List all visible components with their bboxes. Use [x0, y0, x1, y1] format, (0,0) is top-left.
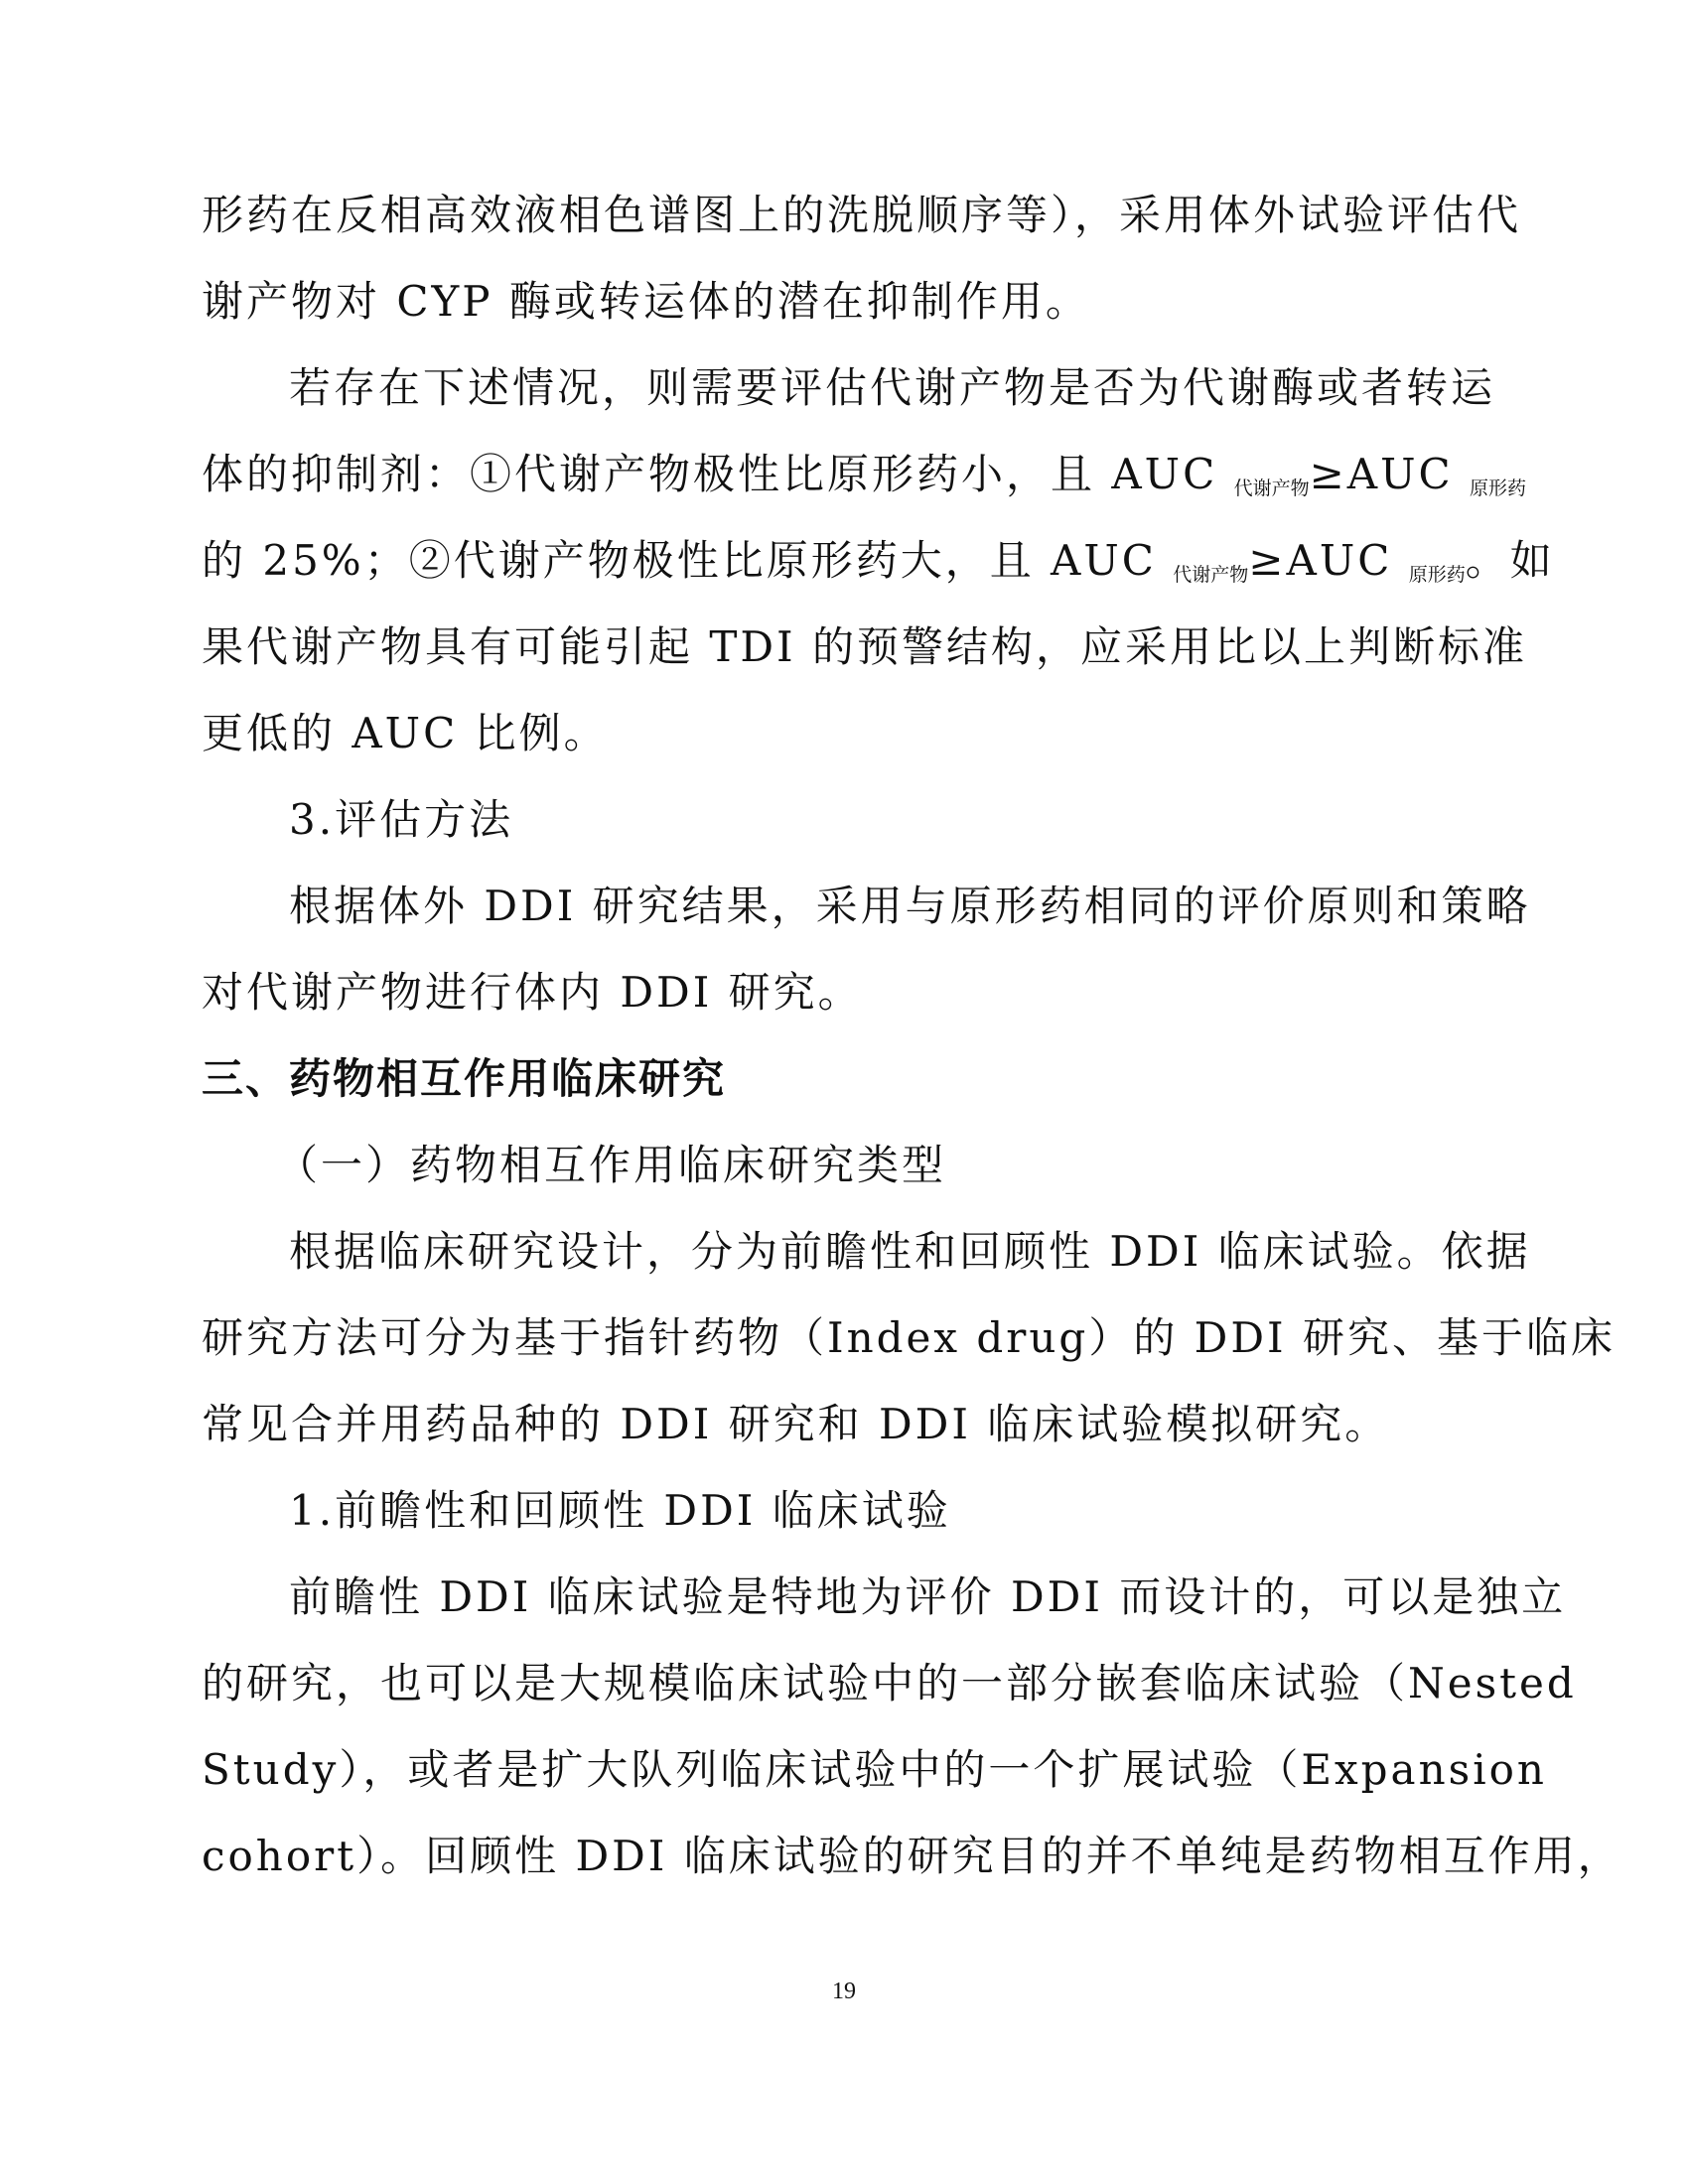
subsection-heading: （一）药物相互作用临床研究类型	[276, 1141, 947, 1189]
text-line: cohort）。回顾性 DDI 临床试验的研究目的并不单纯是药物相互作用，	[202, 1832, 1622, 1880]
text-line: 根据临床研究设计，分为前瞻性和回顾性 DDI 临床试验。依据	[289, 1227, 1531, 1276]
text-segment: 的 25%；②代谢产物极性比原形药大，且 AUC	[202, 536, 1174, 585]
section-heading: 三、药物相互作用临床研究	[202, 1054, 727, 1103]
text-line: 的研究，也可以是大规模临床试验中的一部分嵌套临床试验（Nested	[202, 1659, 1577, 1707]
text-line: 形药在反相高效液相色谱图上的洗脱顺序等），采用体外试验评估代	[202, 191, 1522, 239]
subscript-parent-drug: 原形药	[1470, 478, 1527, 499]
subsection-heading: 1.前瞻性和回顾性 DDI 临床试验	[289, 1486, 951, 1535]
subscript-parent-drug: 原形药	[1408, 564, 1466, 586]
text-line: 根据体外 DDI 研究结果，采用与原形药相同的评价原则和策略	[289, 882, 1531, 930]
text-line: 常见合并用药品种的 DDI 研究和 DDI 临床试验模拟研究。	[202, 1400, 1390, 1448]
text-segment: ≥AUC	[1248, 536, 1409, 585]
subsection-heading: 3.评估方法	[289, 795, 514, 844]
subscript-metabolite: 代谢产物	[1233, 478, 1310, 499]
text-line-with-subscripts	[202, 536, 1555, 623]
text-line: Study），或者是扩大队列临床试验中的一个扩展试验（Expansion	[202, 1745, 1547, 1794]
text-line: 前瞻性 DDI 临床试验是特地为评价 DDI 而设计的，可以是独立	[289, 1572, 1567, 1621]
text-line: 谢产物对 CYP 酶或转运体的潜在抑制作用。	[202, 277, 1090, 326]
text-segment: 体的抑制剂：①代谢产物极性比原形药小，且 AUC	[202, 450, 1234, 498]
text-line: 对代谢产物进行体内 DDI 研究。	[202, 968, 863, 1017]
text-segment: 。如	[1465, 536, 1555, 585]
document-body	[202, 191, 1622, 1919]
text-segment: ≥AUC	[1309, 450, 1470, 498]
text-line: 若存在下述情况，则需要评估代谢产物是否为代谢酶或者转运	[289, 363, 1496, 412]
text-line: 果代谢产物具有可能引起 TDI 的预警结构，应采用比以上判断标准	[202, 622, 1527, 671]
text-line: 研究方法可分为基于指针药物（Index drug）的 DDI 研究、基于临床	[202, 1313, 1616, 1362]
page-number: 19	[832, 1979, 856, 2004]
text-line-with-subscripts	[202, 450, 1527, 537]
text-line: 更低的 AUC 比例。	[202, 709, 609, 757]
subscript-metabolite: 代谢产物	[1173, 564, 1249, 586]
